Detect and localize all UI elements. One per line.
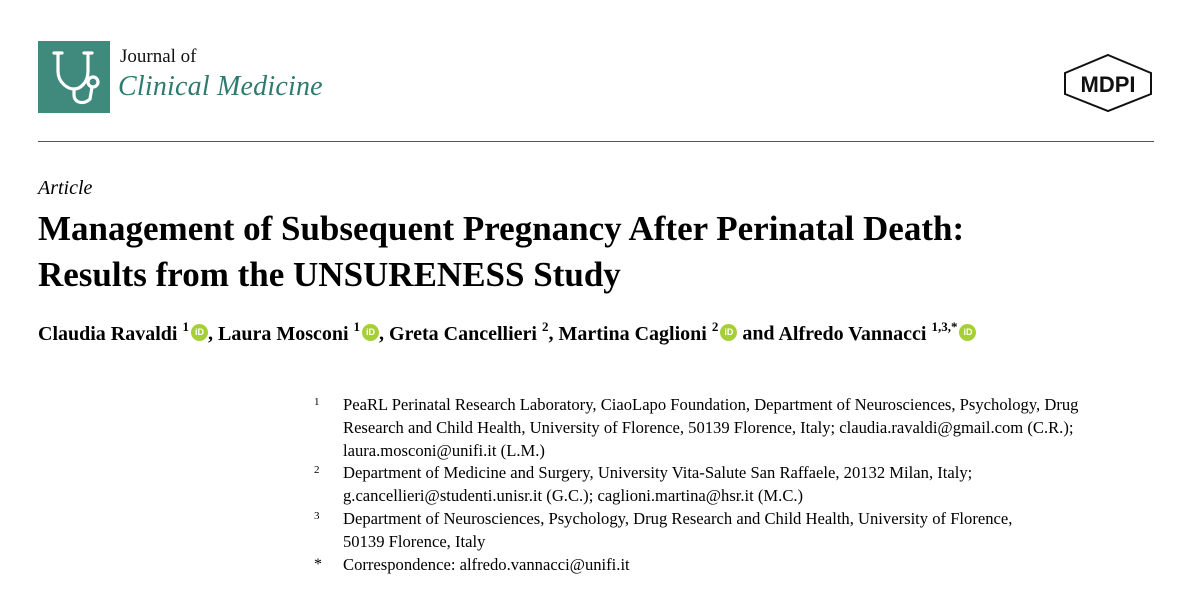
title-line-2: Results from the UNSURENESS Study bbox=[38, 255, 621, 294]
author-affiliation-mark: 2 bbox=[711, 319, 719, 334]
orcid-icon[interactable]: iD bbox=[959, 324, 976, 341]
author-entry bbox=[778, 319, 976, 345]
affiliation-mark: * bbox=[314, 555, 322, 573]
article-type: Article bbox=[38, 177, 93, 199]
author-name[interactable]: Claudia Ravaldi bbox=[38, 322, 178, 345]
affiliation-item bbox=[314, 394, 1164, 462]
affiliation-item bbox=[314, 508, 1164, 554]
affiliation-line: laura.mosconi@unifi.it (L.M.) bbox=[343, 440, 545, 460]
header-divider bbox=[38, 141, 1154, 142]
author-entry bbox=[558, 319, 737, 345]
author-entry bbox=[389, 319, 549, 345]
author-name[interactable]: Greta Cancellieri bbox=[389, 322, 537, 345]
author-name[interactable]: Martina Caglioni bbox=[558, 322, 707, 345]
orcid-icon[interactable]: iD bbox=[191, 324, 208, 341]
publisher-label: MDPI bbox=[1080, 72, 1136, 97]
affiliation-line: Department of Medicine and Surgery, University Vita-Salute San Raffaele, 20132 Milan, Italy; bbox=[343, 463, 973, 483]
affiliation-line: 50139 Florence, Italy bbox=[343, 531, 486, 551]
affiliation-list bbox=[314, 394, 1164, 576]
orcid-icon[interactable]: iD bbox=[362, 324, 379, 341]
author-entry bbox=[38, 319, 208, 345]
author-separator: , bbox=[207, 322, 218, 345]
author-affiliation-mark: 1,3,* bbox=[931, 319, 958, 334]
affiliation-item bbox=[314, 462, 1164, 508]
affiliation-item bbox=[314, 554, 1164, 577]
affiliation-line: Correspondence: alfredo.vannacci@unifi.it bbox=[343, 554, 630, 574]
affiliation-line: Department of Neurosciences, Psychology, Drug Research and Child Health, University of Florence, bbox=[343, 508, 1013, 528]
affiliation-line: g.cancellieri@studenti.unisr.it (G.C.); caglioni.martina@hsr.it (M.C.) bbox=[343, 486, 804, 506]
journal-prefix: Journal of bbox=[120, 46, 197, 67]
title-line-1: Management of Subsequent Pregnancy After Perinatal Death: bbox=[38, 209, 965, 248]
author-entry bbox=[217, 319, 379, 345]
author-separator: , bbox=[548, 322, 559, 345]
author-name[interactable]: Alfredo Vannacci bbox=[778, 322, 927, 345]
author-affiliation-mark: 1 bbox=[353, 319, 361, 334]
author-affiliation-mark: 2 bbox=[541, 319, 549, 334]
affiliation-line: PeaRL Perinatal Research Laboratory, CiaoLapo Foundation, Department of Neurosciences, Psychology, Drug bbox=[343, 395, 1079, 414]
author-list bbox=[38, 320, 1168, 346]
article-title bbox=[38, 206, 1158, 298]
orcid-icon[interactable]: iD bbox=[720, 324, 737, 341]
affiliation-line: Research and Child Health, University of Florence, 50139 Florence, Italy; claudia.ravaldi@gmail.com (C.R.); bbox=[343, 417, 1074, 437]
journal-logo-stethoscope-icon bbox=[38, 41, 110, 113]
journal-name: Clinical Medicine bbox=[118, 71, 323, 102]
mdpi-logo bbox=[1060, 52, 1156, 119]
author-name[interactable]: Laura Mosconi bbox=[217, 322, 349, 345]
author-separator: and bbox=[737, 322, 779, 345]
affiliation-mark: 3 bbox=[314, 509, 320, 522]
affiliation-mark: 2 bbox=[314, 464, 320, 477]
author-affiliation-mark: 1 bbox=[182, 319, 189, 334]
author-separator: , bbox=[379, 322, 390, 345]
affiliation-mark: 1 bbox=[314, 396, 320, 408]
